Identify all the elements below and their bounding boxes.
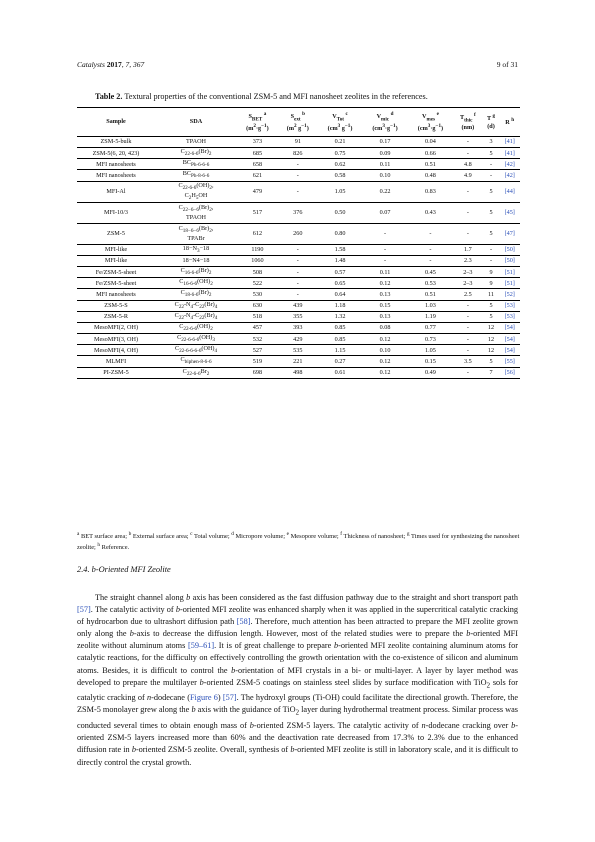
- cell-sbet: 479: [252, 188, 263, 196]
- cell-vmes: 0.15: [425, 357, 436, 365]
- cell-sext: 535: [293, 346, 303, 354]
- table-footnote: $^a$ BET surface area; $^b$ External surface area; $^c$ Total volume; $^d$ Micropore volume; $^e$ Mesopore volume; $^f$ Thickness of nanosheet; $^g$ Times used for synthesizing the nanosheet zeolite; $^h$ Reference.: [77, 531, 520, 551]
- cell-sample: MFI nanosheets: [96, 171, 136, 179]
- cell-vmes: 0.43: [425, 209, 436, 217]
- cell-sbet: 612: [252, 230, 263, 238]
- cell-thic: 2.5: [464, 290, 472, 298]
- cell-r[interactable]: [54]: [504, 324, 515, 332]
- cell-vmes: -: [429, 246, 432, 254]
- cell-sbet: 373: [252, 138, 263, 146]
- cell-sda: $18-N_3-18$: [182, 244, 210, 255]
- cell-sda: $C_{22}-N_4-C_{22}(Br)_4$: [174, 311, 218, 321]
- cell-vtot: 0.62: [334, 160, 346, 168]
- cell-sample: MesoMFI(2, OH): [94, 324, 138, 332]
- table-row: [77, 223, 520, 244]
- cell-sext: 826: [293, 149, 303, 157]
- cell-sext: -: [296, 171, 299, 179]
- cell-thic: -: [466, 209, 469, 217]
- col-header-sample: Sample: [106, 118, 126, 126]
- cell-vmic: 0.17: [379, 138, 391, 146]
- cell-sda: $BC_{Ph-8-6-6}$: [182, 170, 210, 180]
- cell-thic: -: [466, 335, 469, 343]
- cell-sext: 221: [293, 357, 303, 365]
- cell-sbet: 621: [252, 171, 263, 179]
- table-row: [77, 170, 520, 181]
- cell-t: 12: [487, 346, 495, 354]
- cell-sda: $BC_{Ph-6-6-6}$: [182, 159, 210, 169]
- col-header-sda: SDA: [189, 118, 203, 126]
- cell-t: 12: [487, 335, 495, 343]
- col-header-time: T $^g$ (d): [486, 113, 496, 130]
- table-row: [77, 345, 520, 356]
- body-paragraph: The straight channel along b axis has been considered as the fast diffusion pathway due to the straight and short transport path [57]. The catalytic activity of b-oriented MFI zeolite was enhanced sharply when it was applied in the supercritical catalytic cracking of hydrocarbon due to ultrashort diffusion path [58]. Therefore, much attention has been attracted to prepare the MFI zeolite grown only along the b-axis to decrease the diffusion length. However, most of the related studies were to prepare the b-oriented MFI zeolite without aluminum atoms [59–61]. It is of great challenge to prepare b-oriented MFI zeolite containing aluminum atoms for catalytic reactions, for the difficulty on effectively controlling the growth orientation with the co-existence of silicon and aluminum atoms. Besides, it is difficult to control the b-orientation of MFI crystals in a bi- or multi-layer. A layer by layer method was developed to prepare the multilayer b-oriented ZSM-5 coatings on stainless steel slides by surface modification with TiO$_2$ sols for catalytic cracking of n-dodecane (Figure 6) [57]. The hydroxyl groups (Ti-OH) could facilitate the directional growth. Therefore, the ZSM-5 monolayer grew along the b axis with the guidance of TiO$_2$ layer during hydrothermal treatment process. Similar process was conducted several times to obtain enough mass of b-oriented ZSM-5 layers. The catalytic activity of n-dodecane cracking over b-oriented ZSM-5 layers increased more than 60% and the deactivation rate decreased from 17.3% to 2.3% due to the enhanced diffusion rate in b-oriented ZSM-5 zeolite. Overall, synthesis of b-oriented MFI zeolite is still in laboratory scale, and it is difficult to directly control the crystal growth.: [77, 593, 519, 767]
- cell-r[interactable]: [50]: [504, 257, 515, 265]
- cell-thic: 2–3: [463, 268, 473, 276]
- table-row: [77, 256, 520, 267]
- cell-vtot: 0.75: [334, 149, 346, 157]
- cell-t: 5: [489, 188, 493, 196]
- cell-sext: -: [296, 279, 299, 287]
- cell-vtot: 1.48: [334, 257, 346, 265]
- cell-sample: Fe/ZSM-5-sheet: [95, 279, 137, 287]
- cell-vmes: 0.73: [425, 335, 436, 343]
- cell-sda: $C_{18-6-6}(Br)_2$, TPABr: [178, 225, 214, 243]
- cell-t: 5: [489, 149, 493, 157]
- journal-name: Catalysts: [77, 60, 105, 69]
- cell-vtot: 0.21: [334, 138, 346, 146]
- cell-t: -: [489, 257, 493, 265]
- cell-sbet: 530: [252, 290, 263, 298]
- cell-vtot: 0.57: [334, 268, 346, 276]
- cell-t: 5: [489, 302, 493, 310]
- col-header-vmes: $V_{mes}$ $^e$ $(cm^3\cdot g^{-1})$: [417, 111, 444, 132]
- cell-vmic: 0.11: [379, 268, 391, 276]
- cell-vmic: 0.12: [379, 369, 391, 377]
- cell-sbet: 698: [252, 369, 263, 377]
- cell-thic: 4.9: [464, 171, 472, 179]
- cell-t: 5: [489, 230, 493, 238]
- cell-vmic: 0.12: [379, 279, 391, 287]
- cell-sample: ZSM-5-bulk: [100, 138, 132, 146]
- table-body: [77, 137, 520, 379]
- journal-year: 2017: [106, 60, 122, 69]
- col-header-sbet: $S_{BET}$ $^a$ $(m^2\cdot g^{-1})$: [246, 111, 269, 132]
- cell-thic: -: [466, 369, 469, 377]
- cell-vmic: 0.22: [379, 188, 391, 196]
- cell-sda: $C_{22-6-6}(Br)_2$: [180, 148, 212, 158]
- cell-sext: 91: [294, 138, 301, 146]
- table-row: [77, 244, 520, 255]
- cell-sbet: 527: [252, 346, 263, 354]
- cell-sext: -: [296, 268, 299, 276]
- cell-vmic: -: [384, 257, 387, 265]
- cell-thic: -: [466, 302, 469, 310]
- table-row: [77, 148, 520, 159]
- table-caption-text: Textural properties of the conventional ZSM-5 and MFI nanosheet zeolites in the references.: [122, 92, 428, 101]
- cell-vmes: -: [429, 257, 432, 265]
- cell-sda: $C_{22-6-6}(OH)_2$, $C_2H_5OH$: [178, 181, 214, 201]
- table-row: [77, 356, 520, 367]
- cell-sample: MesoMFI(4, OH): [94, 346, 138, 354]
- cell-t: -: [489, 246, 493, 254]
- cell-r[interactable]: [41]: [504, 149, 515, 157]
- cell-vtot: 0.50: [334, 209, 346, 217]
- cell-sda: $C_{22-6-6-6}(OH)_3$: [177, 334, 215, 344]
- cell-t: -: [489, 171, 493, 179]
- cell-sample: ZSM-5-R: [103, 313, 129, 321]
- cell-sample: MFI-like: [104, 246, 128, 254]
- cell-sext: -: [296, 188, 299, 196]
- col-header-reference: R $^h$: [505, 116, 515, 126]
- cell-sample: ZSM-5-S: [104, 302, 128, 310]
- cell-thic: -: [466, 313, 469, 321]
- cell-sbet: 658: [252, 160, 263, 168]
- cell-sample: MesoMFI(3, OH): [94, 335, 138, 343]
- cell-vmic: 0.07: [379, 209, 391, 217]
- cell-vtot: 0.80: [334, 230, 346, 238]
- cell-vmic: 0.12: [379, 335, 391, 343]
- cell-sext: -: [296, 290, 299, 298]
- cell-r[interactable]: [54]: [504, 346, 515, 354]
- cell-t: 9: [489, 279, 493, 287]
- table-row: [77, 267, 520, 278]
- cell-vmic: 0.08: [379, 324, 391, 332]
- cell-vmic: 0.12: [379, 357, 391, 365]
- cell-sample: PI-ZSM-5: [103, 369, 129, 377]
- cell-vtot: 1.15: [334, 346, 346, 354]
- cell-r[interactable]: [47]: [504, 230, 515, 238]
- table-row: [77, 322, 520, 333]
- cell-t: 5: [489, 357, 493, 365]
- section-heading: 2.4. b-Oriented MFI Zeolite: [77, 565, 171, 574]
- cell-sample: ZSM-5: [107, 230, 125, 238]
- cell-sbet: 1060: [251, 257, 264, 265]
- cell-sample: Fe/ZSM-5-sheet: [95, 268, 137, 276]
- cell-sample: ZSM-5(6, 20, 423): [92, 149, 140, 157]
- cell-vtot: 0.27: [334, 357, 346, 365]
- cell-sample: MLMFI: [105, 357, 127, 365]
- cell-thic: -: [466, 188, 469, 196]
- cell-thic: 1.7: [464, 246, 472, 254]
- cell-vtot: 1.58: [334, 246, 346, 254]
- cell-r[interactable]: [42]: [504, 160, 515, 168]
- table-row: [77, 300, 520, 311]
- cell-vmes: 0.51: [425, 290, 436, 298]
- cell-sda: $C_{22-6-6-6-6}(OH)_4$: [174, 345, 218, 355]
- cell-vmes: 0.66: [425, 149, 436, 157]
- table-row: [77, 137, 520, 148]
- cell-vmes: 1.05: [425, 346, 436, 354]
- table-row: [77, 202, 520, 223]
- table-row: [77, 367, 520, 378]
- col-header-sext: $S_{ext}$ $^b$ ($m^2$ $g^{-1}$): [286, 111, 309, 132]
- cell-r[interactable]: [42]: [504, 171, 515, 179]
- cell-t: 3: [489, 138, 493, 146]
- cell-sbet: 630: [252, 302, 263, 310]
- cell-vmes: 0.45: [425, 268, 436, 276]
- cell-vmes: 0.49: [425, 369, 436, 377]
- cell-t: 7: [489, 369, 493, 377]
- cell-thic: -: [466, 346, 469, 354]
- cell-sext: 498: [293, 369, 303, 377]
- cell-r[interactable]: [51]: [504, 268, 515, 276]
- col-header-thickness: $T_{thic}$ $^f$ (nm): [460, 111, 476, 132]
- cell-thic: 2–3: [463, 279, 473, 287]
- cell-sda: $C_{biphen-8-6-6}$: [180, 356, 212, 366]
- cell-r[interactable]: [50]: [504, 246, 515, 254]
- cell-vmic: -: [384, 246, 387, 254]
- cell-vtot: 1.32: [334, 313, 346, 321]
- cell-vtot: 0.61: [334, 369, 346, 377]
- page-number: 9 of 31: [496, 60, 518, 69]
- cell-r[interactable]: [51]: [504, 279, 515, 287]
- table-row: [77, 278, 520, 289]
- cell-vtot: 1.05: [334, 188, 346, 196]
- cell-thic: 2.3: [464, 257, 472, 265]
- cell-sda: 18−N4−18: [182, 257, 210, 265]
- cell-t: 5: [489, 313, 493, 321]
- col-header-vtot: $V_{Tot}$ $^c$ ($cm^3$ $g^{-1}$): [327, 111, 353, 132]
- cell-vtot: 0.64: [334, 290, 346, 298]
- cell-sda: $C_{16-6-6}(OH)_2$: [179, 278, 213, 288]
- cell-sample: MFI nanosheets: [96, 160, 136, 168]
- table-row: [77, 181, 520, 202]
- cell-sample: MFI-10/3: [103, 209, 129, 217]
- cell-sda: $C_{22}-N_4-C_{22}(Br)_4$: [174, 300, 218, 310]
- cell-vmes: 0.04: [425, 138, 436, 146]
- cell-sbet: 518: [252, 313, 263, 321]
- table-row: [77, 311, 520, 322]
- cell-sbet: 508: [252, 268, 263, 276]
- cell-sext: 355: [293, 313, 303, 321]
- cell-vmic: 0.11: [379, 160, 391, 168]
- cell-r[interactable]: [56]: [504, 369, 515, 377]
- cell-vmic: 0.10: [379, 346, 391, 354]
- cell-thic: -: [466, 324, 469, 332]
- cell-r[interactable]: [45]: [504, 209, 515, 217]
- cell-sda: $C_{18-6-6}(Br)_2$: [180, 289, 212, 299]
- cell-sext: 376: [293, 209, 303, 217]
- cell-t: 5: [489, 209, 493, 217]
- cell-vmic: 0.13: [379, 290, 391, 298]
- cell-sext: -: [296, 246, 299, 254]
- cell-vmes: 1.19: [425, 313, 436, 321]
- cell-sample: MFI nanosheets: [96, 290, 136, 298]
- cell-sample: MFI-like: [104, 257, 128, 265]
- cell-sext: 439: [293, 302, 303, 310]
- cell-r[interactable]: [44]: [504, 188, 515, 196]
- table-caption: [95, 92, 525, 101]
- cell-vmes: 0.83: [425, 188, 436, 196]
- cell-thic: -: [466, 138, 469, 146]
- cell-t: -: [489, 160, 493, 168]
- table-header-row: [77, 108, 520, 137]
- cell-sda: $C_{22-6-6}(OH)_2$: [179, 322, 213, 333]
- cell-sample: MFI-Al: [106, 188, 126, 196]
- cell-vmes: 0.53: [425, 279, 436, 287]
- cell-vmic: 0.09: [379, 149, 391, 157]
- cell-vmes: 1.03: [425, 302, 436, 310]
- cell-thic: 3.5: [464, 357, 472, 365]
- cell-thic: 4.8: [464, 160, 472, 168]
- cell-sext: 260: [293, 230, 303, 238]
- cell-vtot: 0.85: [334, 335, 346, 343]
- cell-sbet: 519: [252, 357, 263, 365]
- cell-vtot: 0.65: [334, 279, 346, 287]
- cell-sext: -: [296, 160, 299, 168]
- cell-r[interactable]: [52]: [504, 290, 515, 298]
- table-caption-label: Table 2.: [95, 92, 123, 101]
- cell-r[interactable]: [41]: [504, 138, 515, 146]
- cell-vmic: 0.10: [379, 171, 391, 179]
- cell-sext: -: [296, 257, 299, 265]
- cell-sbet: 457: [252, 324, 263, 332]
- cell-vmic: 0.15: [379, 302, 391, 310]
- cell-sext: 393: [293, 324, 303, 332]
- cell-sbet: 522: [252, 279, 263, 287]
- journal-citation: [77, 60, 144, 69]
- cell-vmic: -: [384, 230, 387, 238]
- cell-sbet: 517: [252, 209, 263, 217]
- cell-sext: 429: [293, 335, 303, 343]
- cell-vmes: 0.48: [425, 171, 436, 179]
- journal-volume: , 7, 367: [121, 60, 145, 69]
- cell-t: 9: [489, 268, 493, 276]
- cell-vmes: 0.51: [425, 160, 436, 168]
- cell-vtot: 0.85: [334, 324, 346, 332]
- cell-t: 12: [487, 324, 495, 332]
- cell-r[interactable]: [54]: [504, 335, 515, 343]
- cell-sbet: 532: [252, 335, 263, 343]
- table-row: [77, 159, 520, 170]
- cell-r[interactable]: [55]: [504, 357, 515, 365]
- cell-vtot: 0.58: [334, 171, 346, 179]
- cell-sbet: 685: [252, 149, 263, 157]
- cell-vtot: 1.18: [334, 302, 346, 310]
- cell-t: 11: [488, 290, 494, 298]
- cell-sda: $C_{22-6-6}Br_2$: [182, 367, 210, 377]
- cell-r[interactable]: [53]: [504, 302, 515, 310]
- cell-thic: -: [466, 149, 469, 157]
- cell-sda: TPAOH: [185, 138, 207, 146]
- cell-r[interactable]: [53]: [504, 313, 515, 321]
- cell-vmes: -: [429, 230, 432, 238]
- table-row: [77, 289, 520, 300]
- cell-sda: $C_{22-6-6}(Br)_2$, TPAOH: [178, 204, 214, 222]
- textural-properties-table: [77, 107, 520, 379]
- cell-thic: -: [466, 230, 469, 238]
- col-header-vmic: $V_{mic}$ $^d$ $(cm^3\cdot g^{-1})$: [372, 111, 398, 132]
- cell-vmes: 0.77: [425, 324, 436, 332]
- cell-sbet: 1190: [251, 246, 264, 254]
- cell-sda: $C_{16-6-6}(Br)_2$: [180, 267, 212, 277]
- cell-vmic: 0.13: [379, 313, 391, 321]
- table-row: [77, 334, 520, 345]
